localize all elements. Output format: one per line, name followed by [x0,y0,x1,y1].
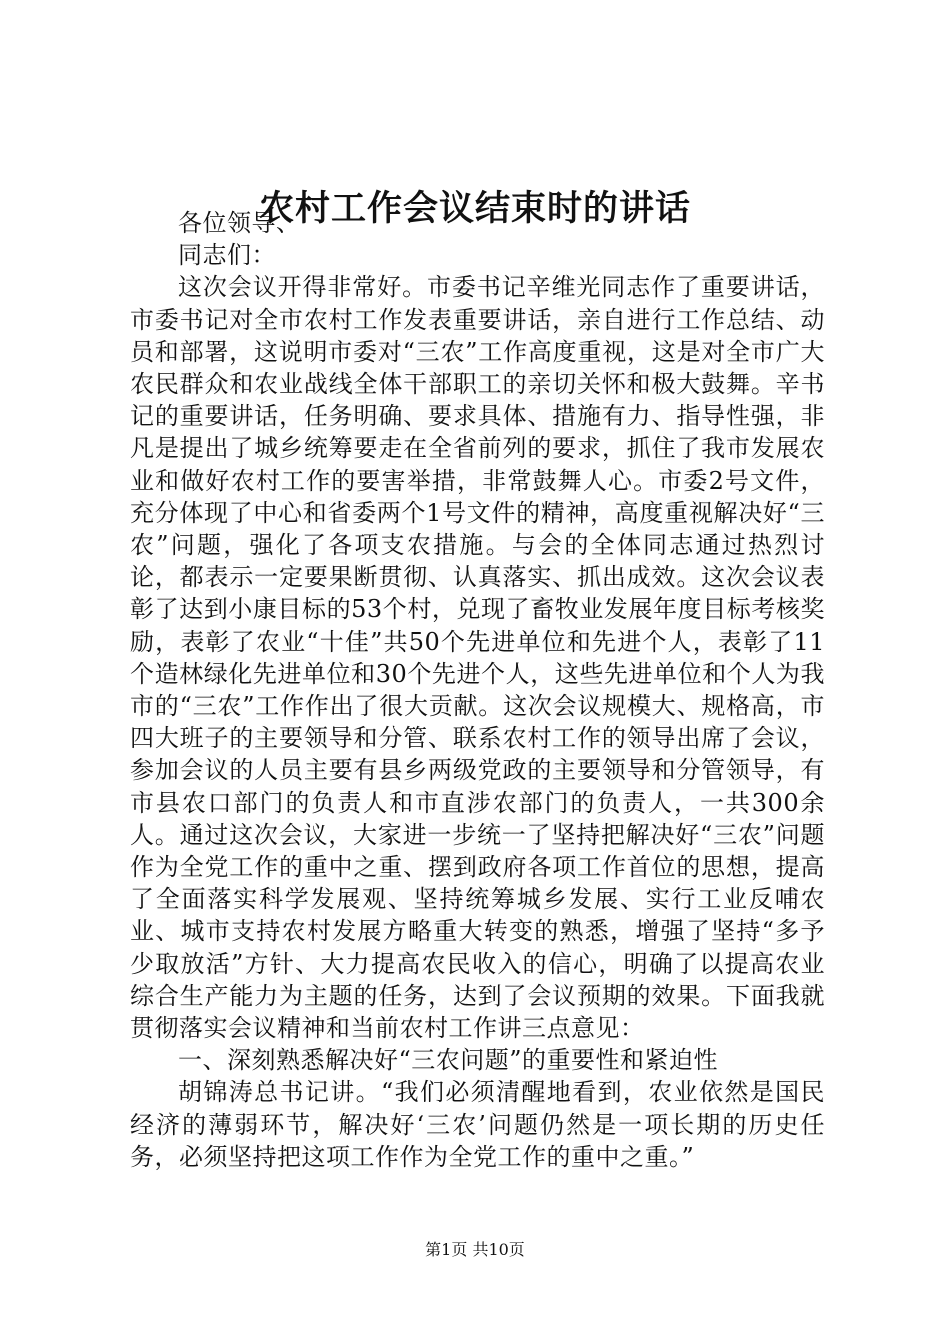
document-body [130,207,825,1173]
section-heading-1: 一、深刻熟悉解决好“三农问题”的重要性和紧迫性 [178,1046,719,1075]
salutation-line-1: 各位领导、 [178,209,301,237]
page-footer: 第1页 共10页 [425,1240,525,1259]
salutation-line-2: 同志们： [178,241,276,270]
paragraph-2: 胡锦涛总书记讲。“我们必须清醒地看到，农业依然是国民经济的薄弱环节，解决好‘三农’问题仍然是一项长期的历史任务，必须坚持把这项工作作为全党工作的重中之重。” [130,1078,825,1171]
document-title: 农村工作会议结束时的讲话 [258,188,691,229]
paragraph-1: 这次会议开得非常好。市委书记辛维光同志作了重要讲话，市委书记对全市农村工作发表重要讲话，亲自进行工作总结、动员和部署，这说明市委对“三农”工作高度重视，这是对全市广大农民群众和农业战线全体干部职工的亲切关怀和极大鼓舞。辛书记的重要讲话，任务明确、要求具体、措施有力、指导性强，非凡是提出了城乡统筹要走在全省前列的要求，抓住了我市发展农业和做好农村工作的要害举措，非常鼓舞人心。市委2号文件，充分体现了中心和省委两个1号文件的精神，高度重视解决好“三农”问题，强化了各项支农措施。与会的全体同志通过热烈讨论，都表示一定要果断贯彻、认真落实、抓出成效。这次会议表彰了达到小康目标的53个村，兑现了畜牧业发展年度目标考核奖励，表彰了农业“十佳”共50个先进单位和先进个人，表彰了11个造林绿化先进单位和30个先进个人，这些先进单位和个人为我市的“三农”工作作出了很大贡献。这次会议规模大、规格高，市四大班子的主要领导和分管、联系农村工作的领导出席了会议，参加会议的人员主要有县乡两级党政的主要领导和分管领导，有市县农口部门的负责人和市直涉农部门的负责人，一共300余人。通过这次会议，大家进一步统一了坚持把解决好“三农”问题作为全党工作的重中之重、摆到政府各项工作首位的思想，提高了全面落实科学发展观、坚持统筹城乡发展、实行工业反哺农业、城市支持农村发展方略重大转变的熟悉，增强了坚持“多予少取放活”方针、大力提高农民收入的信心，明确了以提高农业综合生产能力为主题的任务，达到了会议预期的效果。下面我就贯彻落实会议精神和当前农村工作讲三点意见： [130,273,825,1043]
